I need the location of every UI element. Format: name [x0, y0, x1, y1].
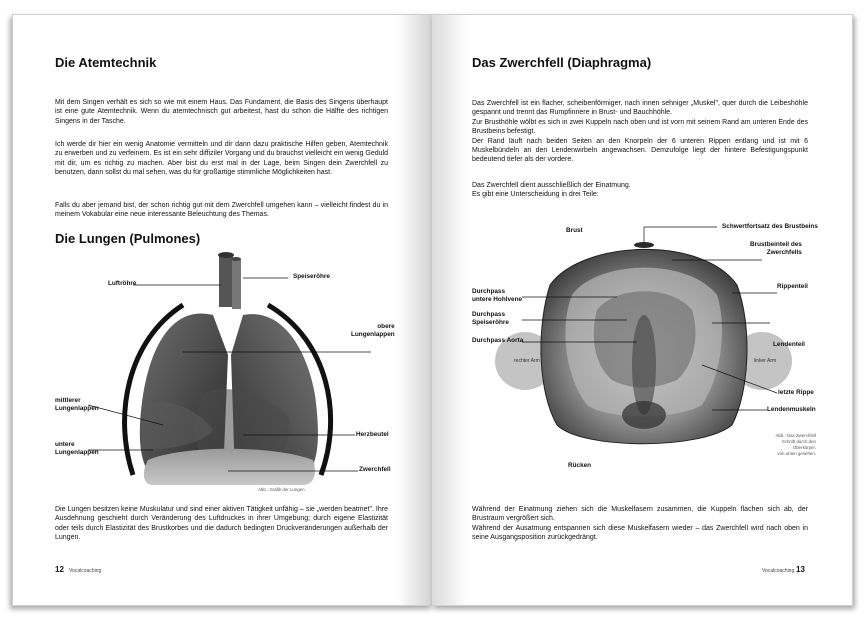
- zwerchfell-paragraph-1: Das Zwerchfell ist ein flacher, scheibenförmiger, nach innen sehniger „Muskel", quer durch die Leibeshöhle gespannt und trennt das Rumpfinnere in Brust- und Bauchhöhle. Zur Brusthöhle wölbt es sich in zwei Kuppeln nach oben und ist vorn mit seinem Rand am unteren Ende des Brustbeins befestigt. Der Rand läuft nach beiden Seiten an den Knorpeln der 6 unteren Rippen entlang und ist mit 6 Muskelbündeln an den Lendenwirbeln angewachsen. Demzufolge liegt der hintere Befestigungspunkt bedeutend tiefer als der vordere.: [472, 100, 808, 164]
- label-durchpass-hohlvene: Durchpass untere Hohlvene: [472, 288, 523, 303]
- label-untere-lungenlappen: untere Lungenlappen: [55, 441, 99, 456]
- zwerchfell-paragraph-2: Das Zwerchfell dient ausschließlich der Einatmung. Es gibt eine Unterscheidung in drei Teile:: [472, 182, 631, 199]
- label-brustbeinteil: Brustbeinteil des Zwerchfells: [750, 241, 802, 256]
- label-luftroehre: Luftröhre: [108, 280, 137, 287]
- heading-atemtechnik: Die Atemtechnik: [55, 55, 157, 70]
- paragraph-3: Falls du aber jemand bist, der schon richtig gut mit dem Zwerchfell umgehen kann – vielleicht findest du in meinem Vokabular eine neue interessante Beleuchtung des Themas.: [55, 202, 388, 219]
- label-letzte-rippe: letzte Rippe: [778, 389, 814, 396]
- label-lendenteil: Lendenteil: [773, 341, 805, 348]
- right-page: [432, 14, 853, 606]
- open-book: [12, 14, 852, 608]
- label-lendenmuskeln: Lendenmuskeln: [767, 406, 816, 413]
- label-obere-lungenlappen: obere Lungenlappen: [351, 323, 395, 338]
- label-zwerchfell: Zwerchfell: [359, 466, 391, 473]
- paragraph-2: Ich werde dir hier ein wenig Anatomie vermitteln und dir dann dazu praktische Hilfen geben, Atemtechnik zu erwerben und zu verfeinern. Es ist ein sehr diffiziler Vorgang und du brauchst vielleicht ein wenig Geduld mit dir, um es richtig zu machen. Aber bist du erst mal in der Lage, beim Singen dein Zwerchfell zu benutzen, dann sollst du mal sehen, was du für großartige stimmliche Möglichkeiten hast.: [55, 141, 388, 177]
- label-schwertfortsatz: Schwertfortsatz des Brustbeins: [722, 223, 818, 230]
- label-brust: Brust: [566, 227, 583, 234]
- label-herzbeutel: Herzbeutel: [356, 431, 389, 438]
- page-header-right: Vocalcoaching: [762, 568, 795, 574]
- label-speiseroehre: Speiseröhre: [293, 273, 330, 280]
- page-number-left: 12: [55, 565, 64, 574]
- zwerchfell-bottom-text: Während der Einatmung ziehen sich die Muskelfasern zusammen, die Kuppeln flachen sich ab, der Brustraum vergrößert sich. Während der Ausatmung entspannen sich diese Muskelfasern wieder – das Zwerchfell wird nach oben in seine Ausgangsposition zurückgedrängt.: [472, 506, 808, 542]
- page-header-left: Vocalcoaching: [69, 568, 102, 574]
- heading-zwerchfell: Das Zwerchfell (Diaphragma): [472, 55, 652, 70]
- label-durchpass-speiseroehre: Durchpass Speiseröhre: [472, 311, 509, 326]
- label-mittlerer-lungenlappen: mittlerer Lungenlappen: [55, 397, 99, 412]
- label-rippenteil: Rippenteil: [777, 283, 808, 290]
- left-page: [12, 14, 433, 606]
- caption-zwerchfell: Abb.: Das Zwerchfell Schnitt durch den Oberkörper, von unten gesehen.: [775, 433, 816, 456]
- paragraph-1: Mit dem Singen verhält es sich so wie mit einem Haus. Das Fundament, die Basis des Singens überhaupt ist eine gute Atemtechnik. Wenn du atemtechnisch gut arbeitest, hast du schon die Hälfte des richtigen Singens in der Tasche.: [55, 99, 388, 125]
- label-linker-arm: linker Arm: [754, 358, 777, 364]
- label-durchpass-aorta: Durchpass Aorta: [472, 337, 524, 344]
- lungen-text: Die Lungen besitzen keine Muskulatur und sind einer aktiven Tätigkeit unfähig – sie „werden beatmet". Ihre Ausdehnung geschieht durch Veränderung des Luftdruckes in ihrer Umgebung; durch eigene Elastizität oder teils durch Elastizität des Brustkorbes und die dadurch bedingten Druckveränderungen außerhalb der Lungen.: [55, 506, 388, 542]
- label-ruecken: Rücken: [568, 462, 592, 469]
- label-rechter-arm: rechter Arm: [514, 358, 540, 364]
- page-number-right: 13: [796, 565, 805, 574]
- heading-lungen: Die Lungen (Pulmones): [55, 231, 201, 246]
- caption-lungen: Abb.: Grafik der Lungen: [258, 487, 305, 492]
